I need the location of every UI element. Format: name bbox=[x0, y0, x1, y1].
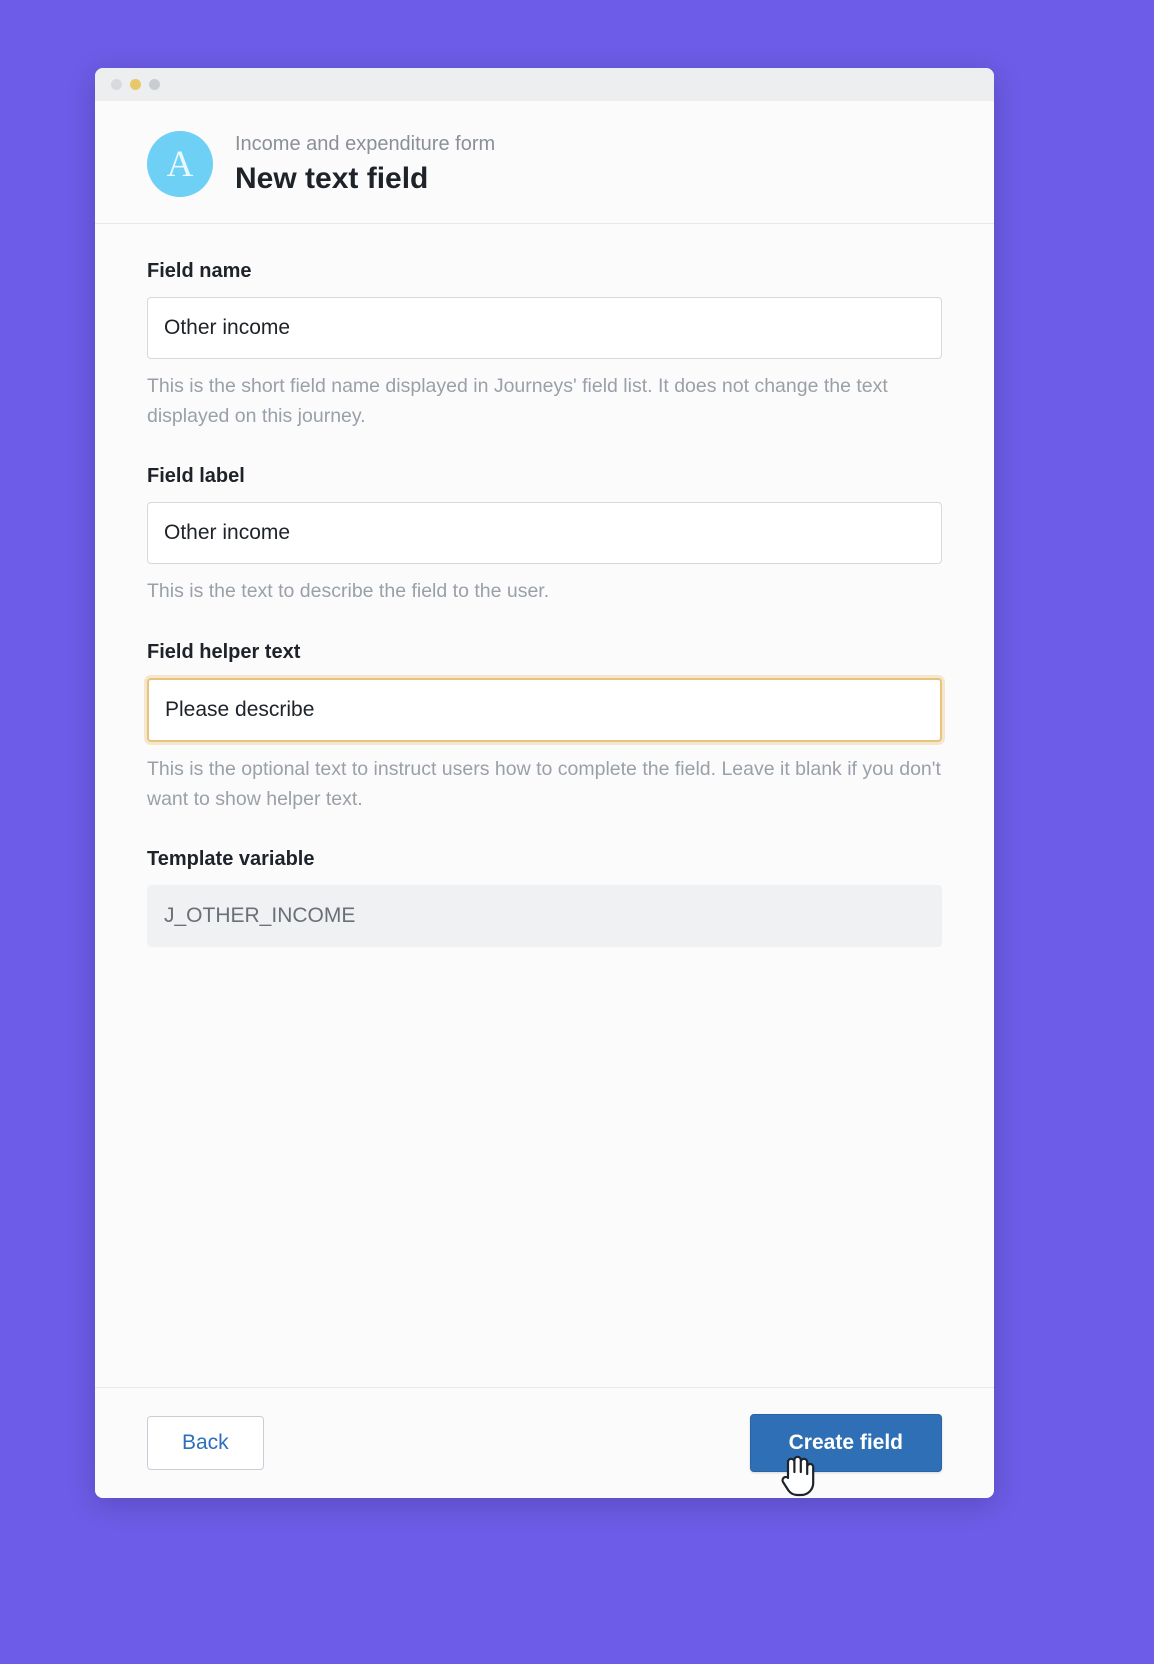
close-icon[interactable] bbox=[111, 79, 122, 90]
field-name-label: Field name bbox=[147, 260, 252, 282]
page-title: New text field bbox=[235, 162, 429, 195]
field-name-help: This is the short field name displayed in Journeys' field list. It does not change the text displayed on this journey. bbox=[147, 375, 888, 428]
breadcrumb: Income and expenditure form bbox=[235, 133, 496, 155]
header-text bbox=[235, 131, 495, 197]
back-button[interactable]: Back bbox=[147, 1416, 264, 1470]
form-footer bbox=[95, 1387, 994, 1498]
form-content bbox=[95, 224, 994, 1387]
field-group-helper-text bbox=[147, 641, 942, 814]
field-helper-text-input[interactable] bbox=[147, 678, 942, 742]
field-group-template-variable bbox=[147, 848, 942, 947]
field-name-input[interactable] bbox=[147, 297, 942, 359]
app-window bbox=[95, 68, 994, 1498]
field-label-input[interactable] bbox=[147, 502, 942, 564]
avatar: A bbox=[147, 131, 213, 197]
field-helper-text-help: This is the optional text to instruct users how to complete the field. Leave it blank if you don't want to show helper text. bbox=[147, 757, 941, 810]
window-titlebar bbox=[95, 68, 994, 101]
field-group-field-label bbox=[147, 465, 942, 606]
field-group-field-name bbox=[147, 260, 942, 431]
zoom-icon[interactable] bbox=[149, 79, 160, 90]
minimize-icon[interactable] bbox=[130, 79, 141, 90]
page-header bbox=[95, 101, 994, 224]
field-label-label: Field label bbox=[147, 465, 245, 488]
template-variable-input bbox=[147, 885, 942, 947]
field-label-help: This is the text to describe the field to the user. bbox=[147, 580, 550, 603]
template-variable-label: Template variable bbox=[147, 848, 315, 871]
create-field-button[interactable]: Create field bbox=[750, 1414, 942, 1472]
field-helper-text-label: Field helper text bbox=[147, 640, 301, 663]
